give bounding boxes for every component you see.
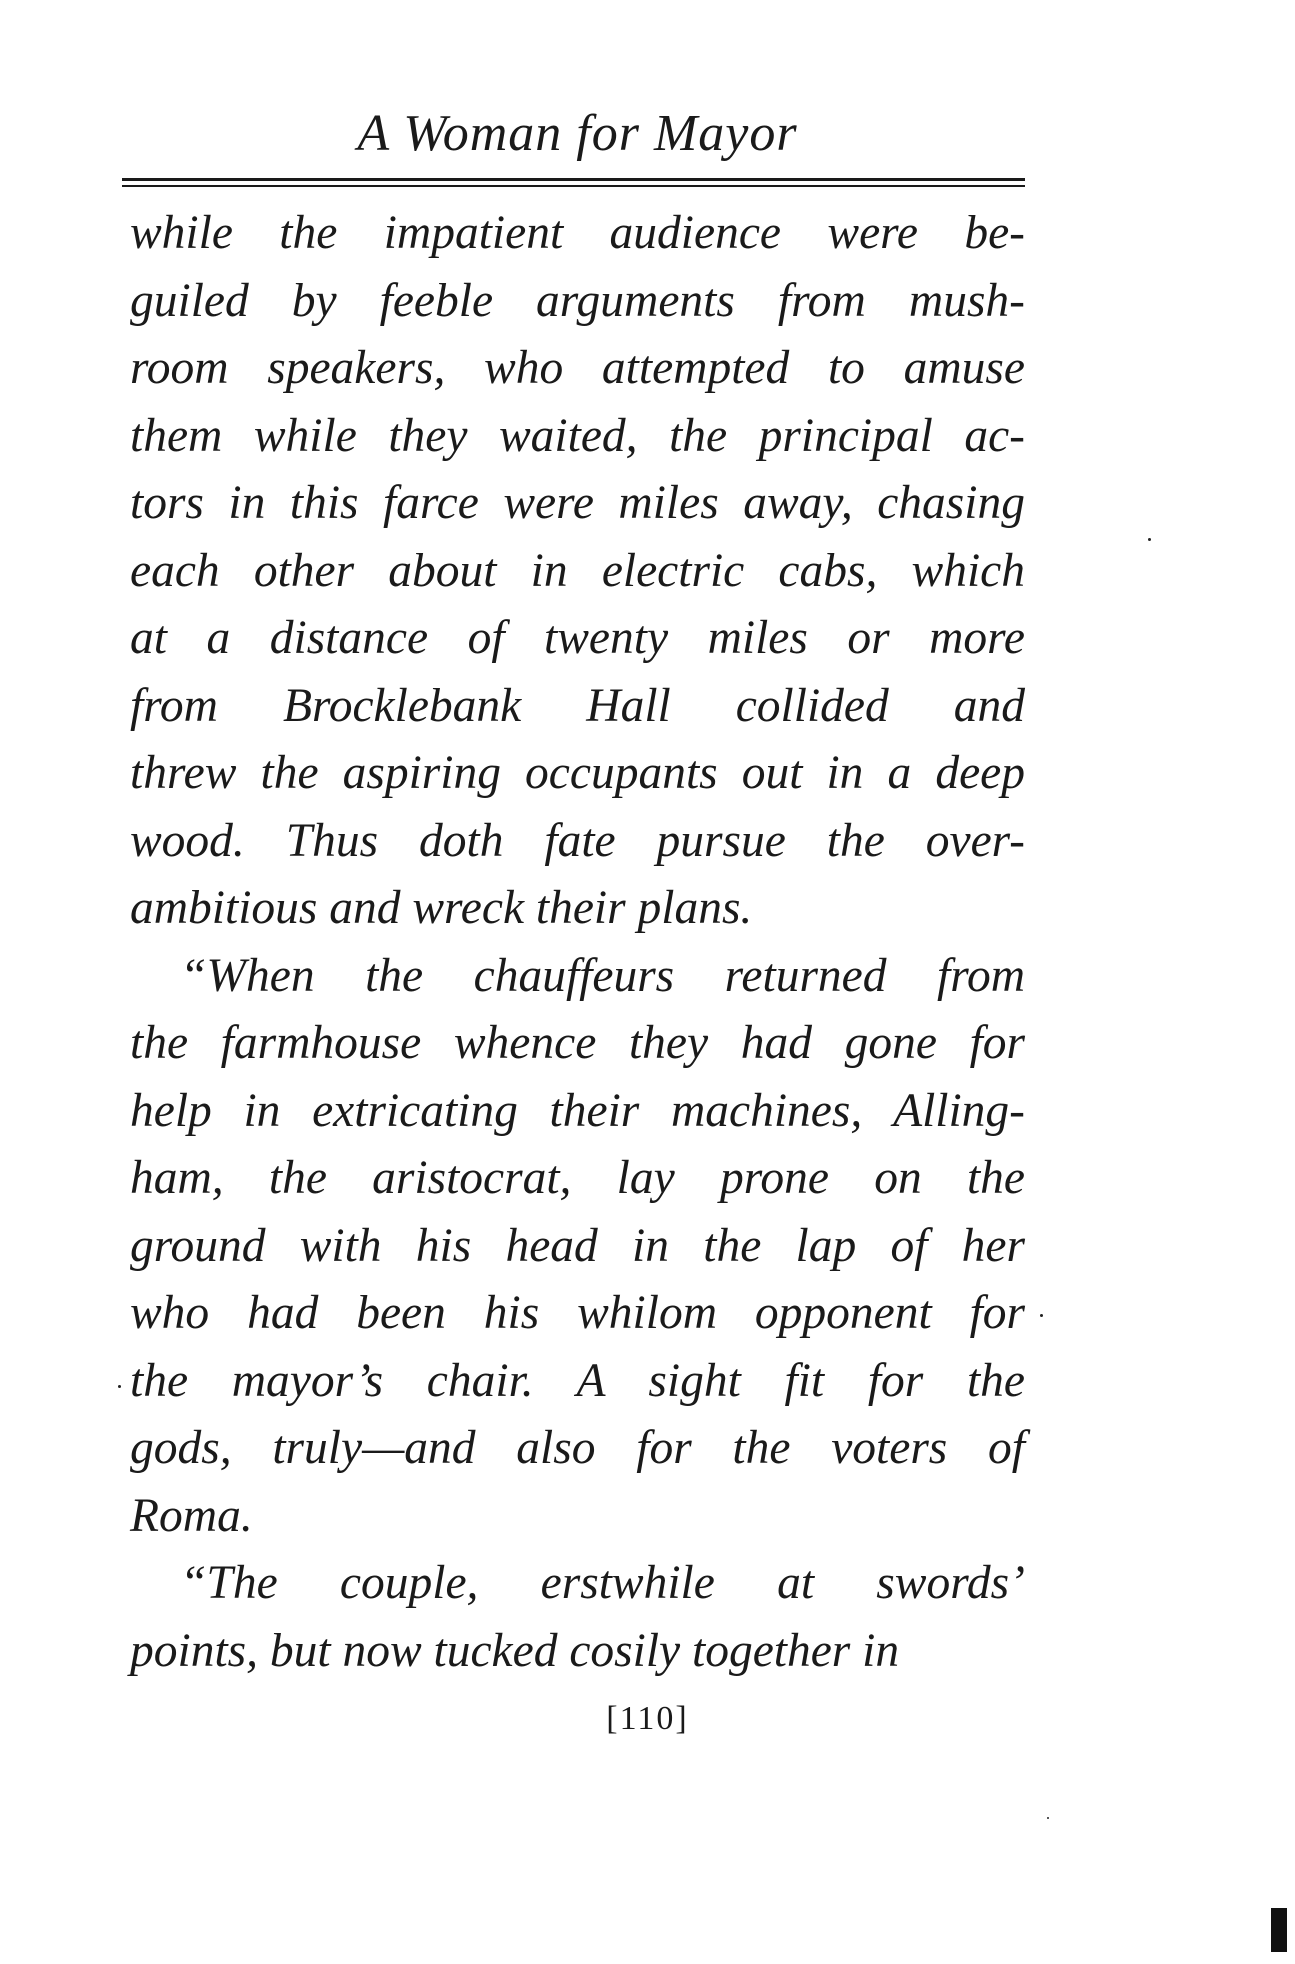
- print-speck: [1040, 1314, 1043, 1317]
- text-line: the mayor’s chair. A sight fit for the: [130, 1354, 1025, 1407]
- text-line: guiled by feeble arguments from mush-: [130, 274, 1025, 327]
- text-line: gods, truly—and also for the voters of: [130, 1422, 1025, 1474]
- text-line: ground with his head in the lap of her: [130, 1219, 1025, 1272]
- text-line: points, but now tucked cosily together in: [130, 1624, 900, 1677]
- text-line: from Brocklebank Hall collided and: [130, 679, 1025, 732]
- running-head: A Woman for Mayor: [357, 105, 798, 162]
- text-line: them while they waited, the principal ac-: [130, 409, 1025, 462]
- text-line: who had been his whilom opponent for: [130, 1287, 1025, 1339]
- text-line: “The couple, erstwhile at swords’: [180, 1557, 1025, 1609]
- print-speck: [1047, 1817, 1049, 1819]
- text-line: the farmhouse whence they had gone for: [130, 1017, 1025, 1069]
- text-line: room speakers, who attempted to amuse: [130, 342, 1025, 394]
- text-line: “When the chauffeurs returned from: [180, 949, 1025, 1002]
- text-line: at a distance of twenty miles or more: [130, 612, 1025, 664]
- text-line: Roma.: [130, 1489, 253, 1542]
- text-line: each other about in electric cabs, which: [130, 544, 1025, 597]
- print-speck: [118, 1385, 121, 1388]
- text-line: tors in this farce were miles away, chasing: [130, 477, 1025, 529]
- print-speck: [1148, 538, 1151, 541]
- text-line: threw the aspiring occupants out in a deep: [130, 747, 1025, 799]
- text-line: help in extricating their machines, Alling-: [130, 1084, 1025, 1137]
- text-line: wood. Thus doth fate pursue the over-: [130, 814, 1025, 867]
- text-line: ambitious and wreck their plans.: [130, 882, 753, 934]
- body-text: [130, 200, 1025, 1685]
- text-line: ham, the aristocrat, lay prone on the: [130, 1152, 1025, 1204]
- text-line: while the impatient audience were be-: [130, 207, 1025, 259]
- page-number: [110]: [606, 1700, 689, 1737]
- header-double-rule: [122, 178, 1025, 187]
- scan-edge-mark: [1271, 1908, 1287, 1952]
